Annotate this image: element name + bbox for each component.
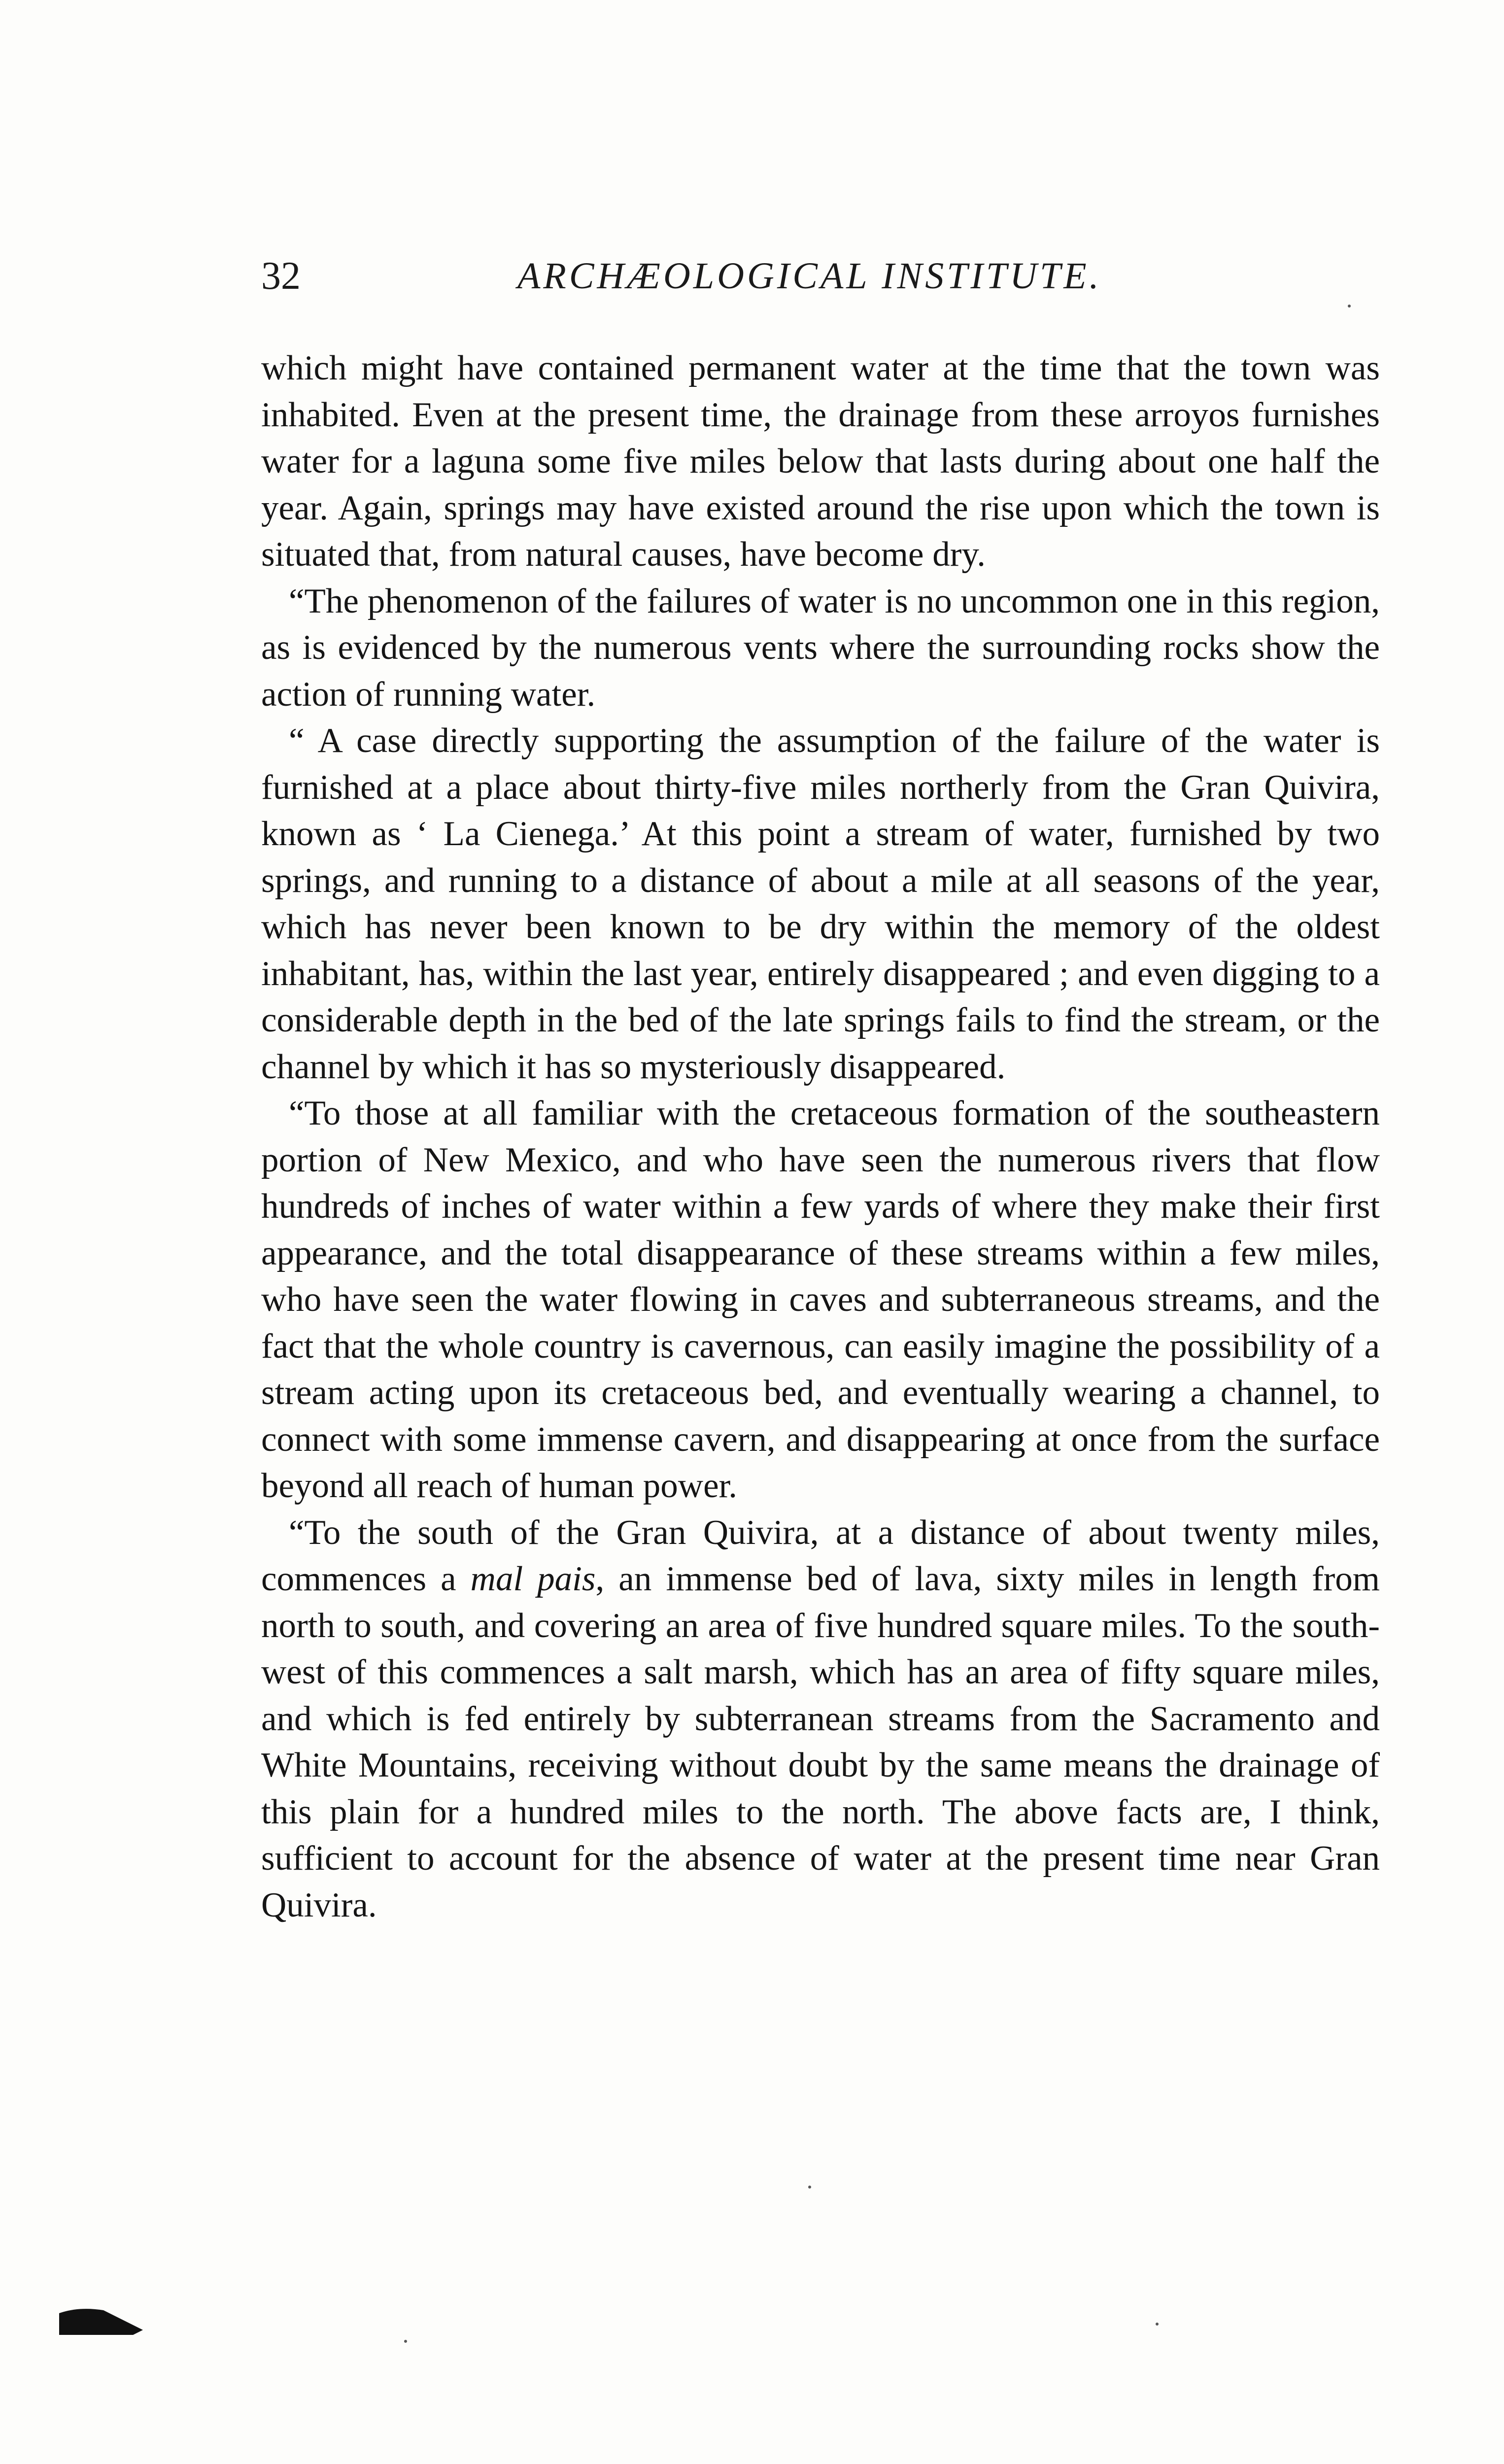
scan-speck <box>1348 305 1351 308</box>
scan-speck <box>808 2186 811 2189</box>
paragraph-2: “The phenomenon of the failures of water is no uncommon one in this region, as is evidenced by the numerous vents where the surrounding rocks show the action of running water. <box>261 582 1380 714</box>
page-header <box>261 251 1271 306</box>
body-text <box>261 345 1380 1928</box>
scan-speck <box>1156 2323 1159 2326</box>
paragraph-3: “ A case directly supporting the assumption of the failure of the water is furnished at a place about thirty-five miles northerly from the Gran Quivira, known as ‘ La Cienega.’ At this point a stream of water, furnished by two springs, and running to a distance of about a mile at all seasons of the year, which has never been known to be dry within the memory of the oldest inhabitant, has, within the last year, entirely disappeared ; and even digging to a considerable depth in the bed of the late springs fails to find the stream, or the channel by which it has so mysteriously disappeared. <box>261 721 1380 1086</box>
paragraph-4: “To those at all familiar with the cretaceous formation of the southeastern portion of New Mexico, and who have seen the numerous rivers that flow hundreds of inches of water within a few yards of where they make their first appearance, and the total disappearance of these streams within a few miles, who have seen the water flowing in caves and subterraneous streams, and the fact that the whole country is cavernous, can easily imagine the possibility of a stream acting upon its cretaceous bed, and eventually wearing a channel, to connect with some immense cavern, and disappearing at once from the surface beyond all reach of human power. <box>261 1094 1380 1505</box>
scan-speck <box>404 2340 407 2343</box>
running-title: ARCHÆOLOGICAL INSTITUTE. <box>517 255 1102 297</box>
italic-term: mal pais <box>470 1560 596 1598</box>
page-number: 32 <box>261 254 301 298</box>
paragraph-5-end: , an immense bed of lava, sixty miles in length from north to south, and covering an area of five hundred square miles. To the south-west of this commences a salt marsh, which has an area of fifty square miles, and which is fed entirely by subterranean streams from the Sacramento and White Mountains, receiving without doubt by the same means the drainage of this plain for a hundred miles to the north. The above facts are, I think, sufficient to account for the absence of water at the present time near Gran Quivira. <box>261 1560 1380 1924</box>
scan-edge-mark <box>59 2306 143 2336</box>
paragraph-5-start: “To the south of the Gran Quivira, at a distance of about twenty miles, commences a <box>261 1513 1380 1598</box>
paragraph-5 <box>261 1509 1380 1929</box>
paragraph-1: which might have contained permanent water at the time that the town was inhabited. Even at the present time, the drainage from these arroyos furnishes water for a laguna some five miles below that lasts during about one half the year. Again, springs may have existed around the rise upon which the town is situated that, from natural causes, have become dry. <box>261 349 1380 574</box>
